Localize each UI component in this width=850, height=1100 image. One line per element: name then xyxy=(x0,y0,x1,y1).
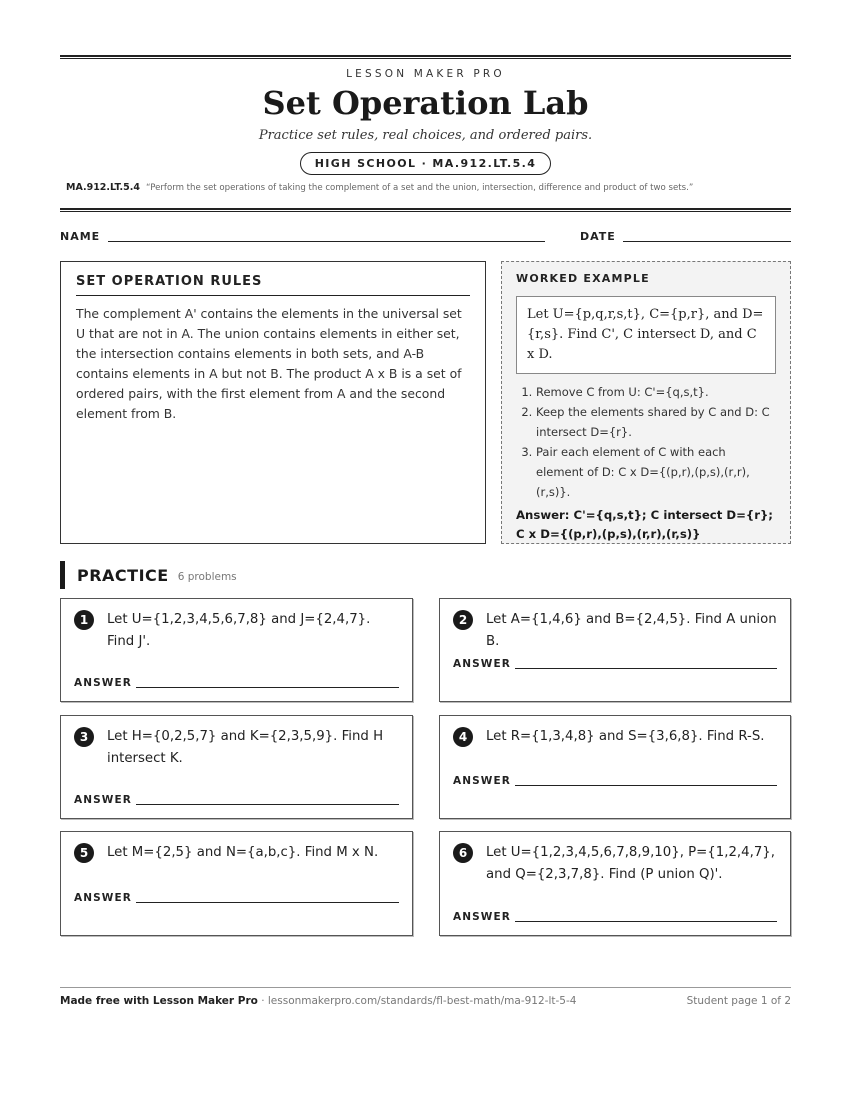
page-subtitle: Practice set rules, real choices, and ordered pairs. xyxy=(258,128,593,143)
level-badge-wrap xyxy=(60,152,791,175)
footer-url[interactable]: · lessonmakerpro.com/standards/fl-best-math/ma-912-lt-5-4 xyxy=(257,995,577,1007)
worked-example-answer: Answer: C'={q,s,t}; C intersect D={r}; C x D={(p,r),(p,s),(r,r),(r,s)} xyxy=(516,508,773,541)
problem-card-2 xyxy=(439,598,791,702)
name-field[interactable] xyxy=(108,241,545,242)
answer-row xyxy=(74,892,399,904)
worked-example-step: 1. Remove C from U: C'={q,s,t}. xyxy=(536,382,776,402)
answer-label: ANSWER xyxy=(74,892,132,904)
answer-field-1[interactable] xyxy=(136,687,399,688)
worked-example-panel xyxy=(501,261,791,544)
answer-field-2[interactable] xyxy=(515,668,777,669)
standard-code: MA.912.LT.5.4 xyxy=(66,182,140,193)
worked-example-problem: Let U={p,q,r,s,t}, C={p,r}, and D={r,s}. Find C', C intersect D, and C x D. xyxy=(516,296,776,374)
worked-example-title: WORKED EXAMPLE xyxy=(516,272,650,285)
problem-number-badge: 4 xyxy=(453,727,473,747)
problem-card-3 xyxy=(60,715,413,819)
problem-number-badge: 1 xyxy=(74,610,94,630)
brand-name: LESSON MAKER PRO xyxy=(346,68,505,80)
standard-text: “Perform the set operations of taking the complement of a set and the union, intersection, difference and product of two sets.” xyxy=(146,183,694,193)
worked-example-step: 3. Pair each element of C with each element of D: C x D={(p,r),(p,s),(r,r),(r,s)}. xyxy=(536,442,776,502)
problem-number-badge: 3 xyxy=(74,727,94,747)
problem-card-6 xyxy=(439,831,791,936)
rules-panel xyxy=(60,261,486,544)
answer-label: ANSWER xyxy=(453,775,511,787)
footer-divider xyxy=(60,987,791,988)
answer-field-4[interactable] xyxy=(515,785,777,786)
answer-row xyxy=(453,775,777,787)
practice-heading xyxy=(60,561,237,589)
footer-made-with: Made free with Lesson Maker Pro xyxy=(60,995,258,1007)
problem-number-badge: 2 xyxy=(453,610,473,630)
answer-label: ANSWER xyxy=(74,677,132,689)
answer-row xyxy=(74,677,399,689)
problem-text: Let M={2,5} and N={a,b,c}. Find M x N. xyxy=(107,845,379,860)
answer-field-5[interactable] xyxy=(136,902,399,903)
header-bottom-rule xyxy=(60,208,791,212)
date-field[interactable] xyxy=(623,241,791,242)
problem-number-badge: 5 xyxy=(74,843,94,863)
answer-row xyxy=(74,794,399,806)
problem-text: Let U={1,2,3,4,5,6,7,8,9,10}, P={1,2,4,7}, and Q={2,3,7,8}. Find (P union Q)'. xyxy=(486,845,775,882)
answer-field-3[interactable] xyxy=(136,804,399,805)
answer-label: ANSWER xyxy=(74,794,132,806)
problem-text: Let H={0,2,5,7} and K={2,3,5,9}. Find H intersect K. xyxy=(107,729,384,766)
answer-field-6[interactable] xyxy=(515,921,777,922)
worked-example-steps xyxy=(516,382,776,502)
problem-card-4 xyxy=(439,715,791,819)
date-label: DATE xyxy=(580,230,616,243)
page-title: Set Operation Lab xyxy=(262,84,589,122)
answer-row xyxy=(453,911,777,923)
problem-text: Let U={1,2,3,4,5,6,7,8} and J={2,4,7}. Find J'. xyxy=(107,612,371,649)
problem-card-1 xyxy=(60,598,413,702)
level-badge: HIGH SCHOOL · MA.912.LT.5.4 xyxy=(300,152,552,175)
problem-text: Let A={1,4,6} and B={2,4,5}. Find A union B. xyxy=(486,612,777,649)
footer-page-number: Student page 1 of 2 xyxy=(686,995,791,1007)
practice-count: 6 problems xyxy=(177,570,237,583)
name-label: NAME xyxy=(60,230,101,243)
page-footer xyxy=(60,995,791,1007)
student-info-row xyxy=(60,230,791,244)
problem-text: Let R={1,3,4,8} and S={3,6,8}. Find R-S. xyxy=(486,729,765,744)
practice-title: PRACTICE xyxy=(77,565,169,585)
standard-line xyxy=(66,182,791,193)
problem-card-5 xyxy=(60,831,413,936)
answer-label: ANSWER xyxy=(453,658,511,670)
worked-example-step: 2. Keep the elements shared by C and D: C intersect D={r}. xyxy=(536,402,776,442)
problem-number-badge: 6 xyxy=(453,843,473,863)
answer-row xyxy=(453,658,777,670)
answer-label: ANSWER xyxy=(453,911,511,923)
rules-title: SET OPERATION RULES xyxy=(76,274,470,296)
header-top-rule xyxy=(60,55,791,59)
rules-text: The complement A' contains the elements in the universal set U that are not in A. The union contains elements in either set, the intersection contains elements in both sets, and A-B contains elements in A but not B. The product A x B is a set of ordered pairs, with the first element from A and the second element from B. xyxy=(76,306,462,421)
